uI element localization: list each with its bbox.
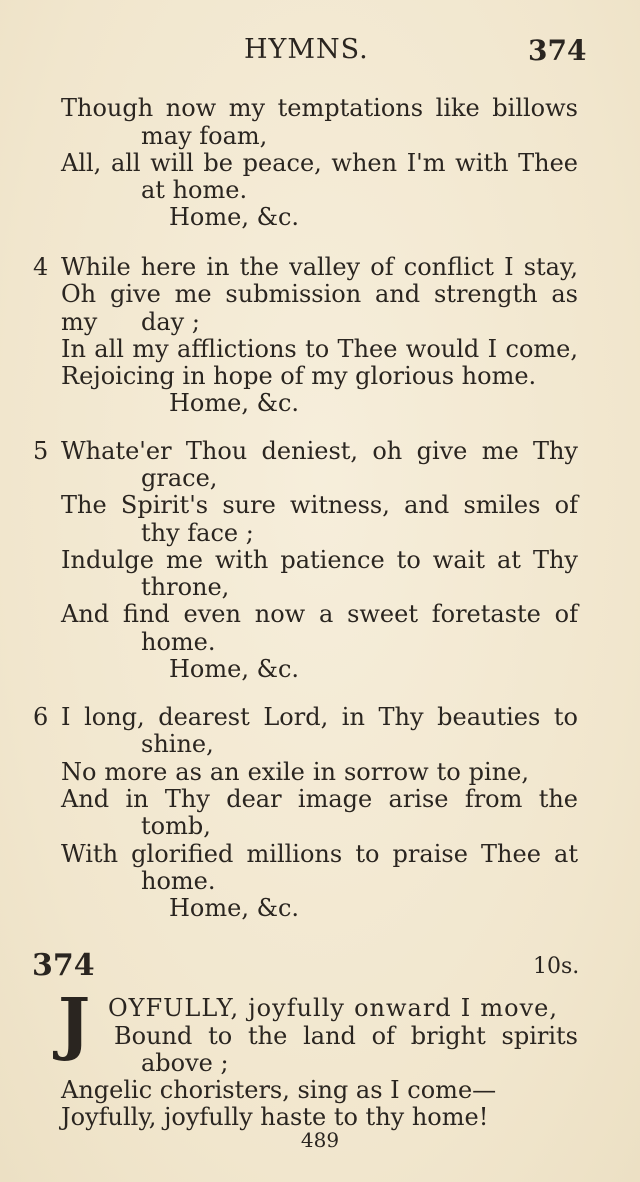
verse-line: Bound to the land of bright spirits [114,1022,578,1050]
verse-line: I long, dearest Lord, in Thy beauties to [61,703,578,731]
verse-line: OYFULLY, joyfully onward I move, [108,994,558,1022]
verse-line: throne, [141,573,230,601]
drop-cap: J [58,984,91,1064]
verse-line: No more as an exile in sorrow to pine, [61,758,529,786]
verse-line: above ; [141,1049,229,1077]
verse-line: home. [141,867,216,895]
verse-line: All, all will be peace, when I'm with Thee [61,149,578,177]
refrain-line: Home, &c. [169,894,300,922]
verse-line: Angelic choristers, sing as I come— [61,1076,497,1104]
refrain-line: Home, &c. [169,389,300,417]
verse-line: home. [141,628,216,656]
running-header [0,34,640,74]
verse-line: thy face ; [141,519,254,547]
verse-line: tomb, [141,812,211,840]
verse-line: With glorified millions to praise Thee at [61,840,578,868]
verse-line: Whate'er Thou deniest, oh give me Thy [61,437,578,465]
stanza-number: 6 [33,703,49,731]
verse-line: at home. [141,176,248,204]
page-number: 489 [300,1128,340,1152]
header-title: HYMNS. [244,34,369,65]
refrain-line: Home, &c. [169,655,300,683]
hymn-number: 374 [32,948,95,983]
hymn-meter: 10s. [533,954,580,979]
verse-line: Though now my temptations like billows [61,94,578,122]
verse-line: The Spirit's sure witness, and smiles of [61,491,578,519]
verse-line: And find even now a sweet foretaste of [61,600,578,628]
verse-line: day ; [141,308,200,336]
header-hymn-number: 374 [528,34,587,67]
verse-line: Indulge me with patience to wait at Thy [61,546,578,574]
verse-line: shine, [141,730,214,758]
verse-line: Oh give me submission and strength as my [61,280,578,336]
stanza-number: 5 [33,437,49,465]
verse-line: Rejoicing in hope of my glorious home. [61,362,537,390]
verse-line: Joyfully, joyfully haste to thy home! [61,1103,489,1131]
verse-line: grace, [141,464,218,492]
stanza-number: 4 [33,253,49,281]
refrain-line: Home, &c. [169,203,300,231]
verse-line: may foam, [141,122,268,150]
verse-line: In all my afflictions to Thee would I come, [61,335,578,363]
verse-line: And in Thy dear image arise from the [61,785,578,813]
verse-line: While here in the valley of conflict I stay, [61,253,578,281]
